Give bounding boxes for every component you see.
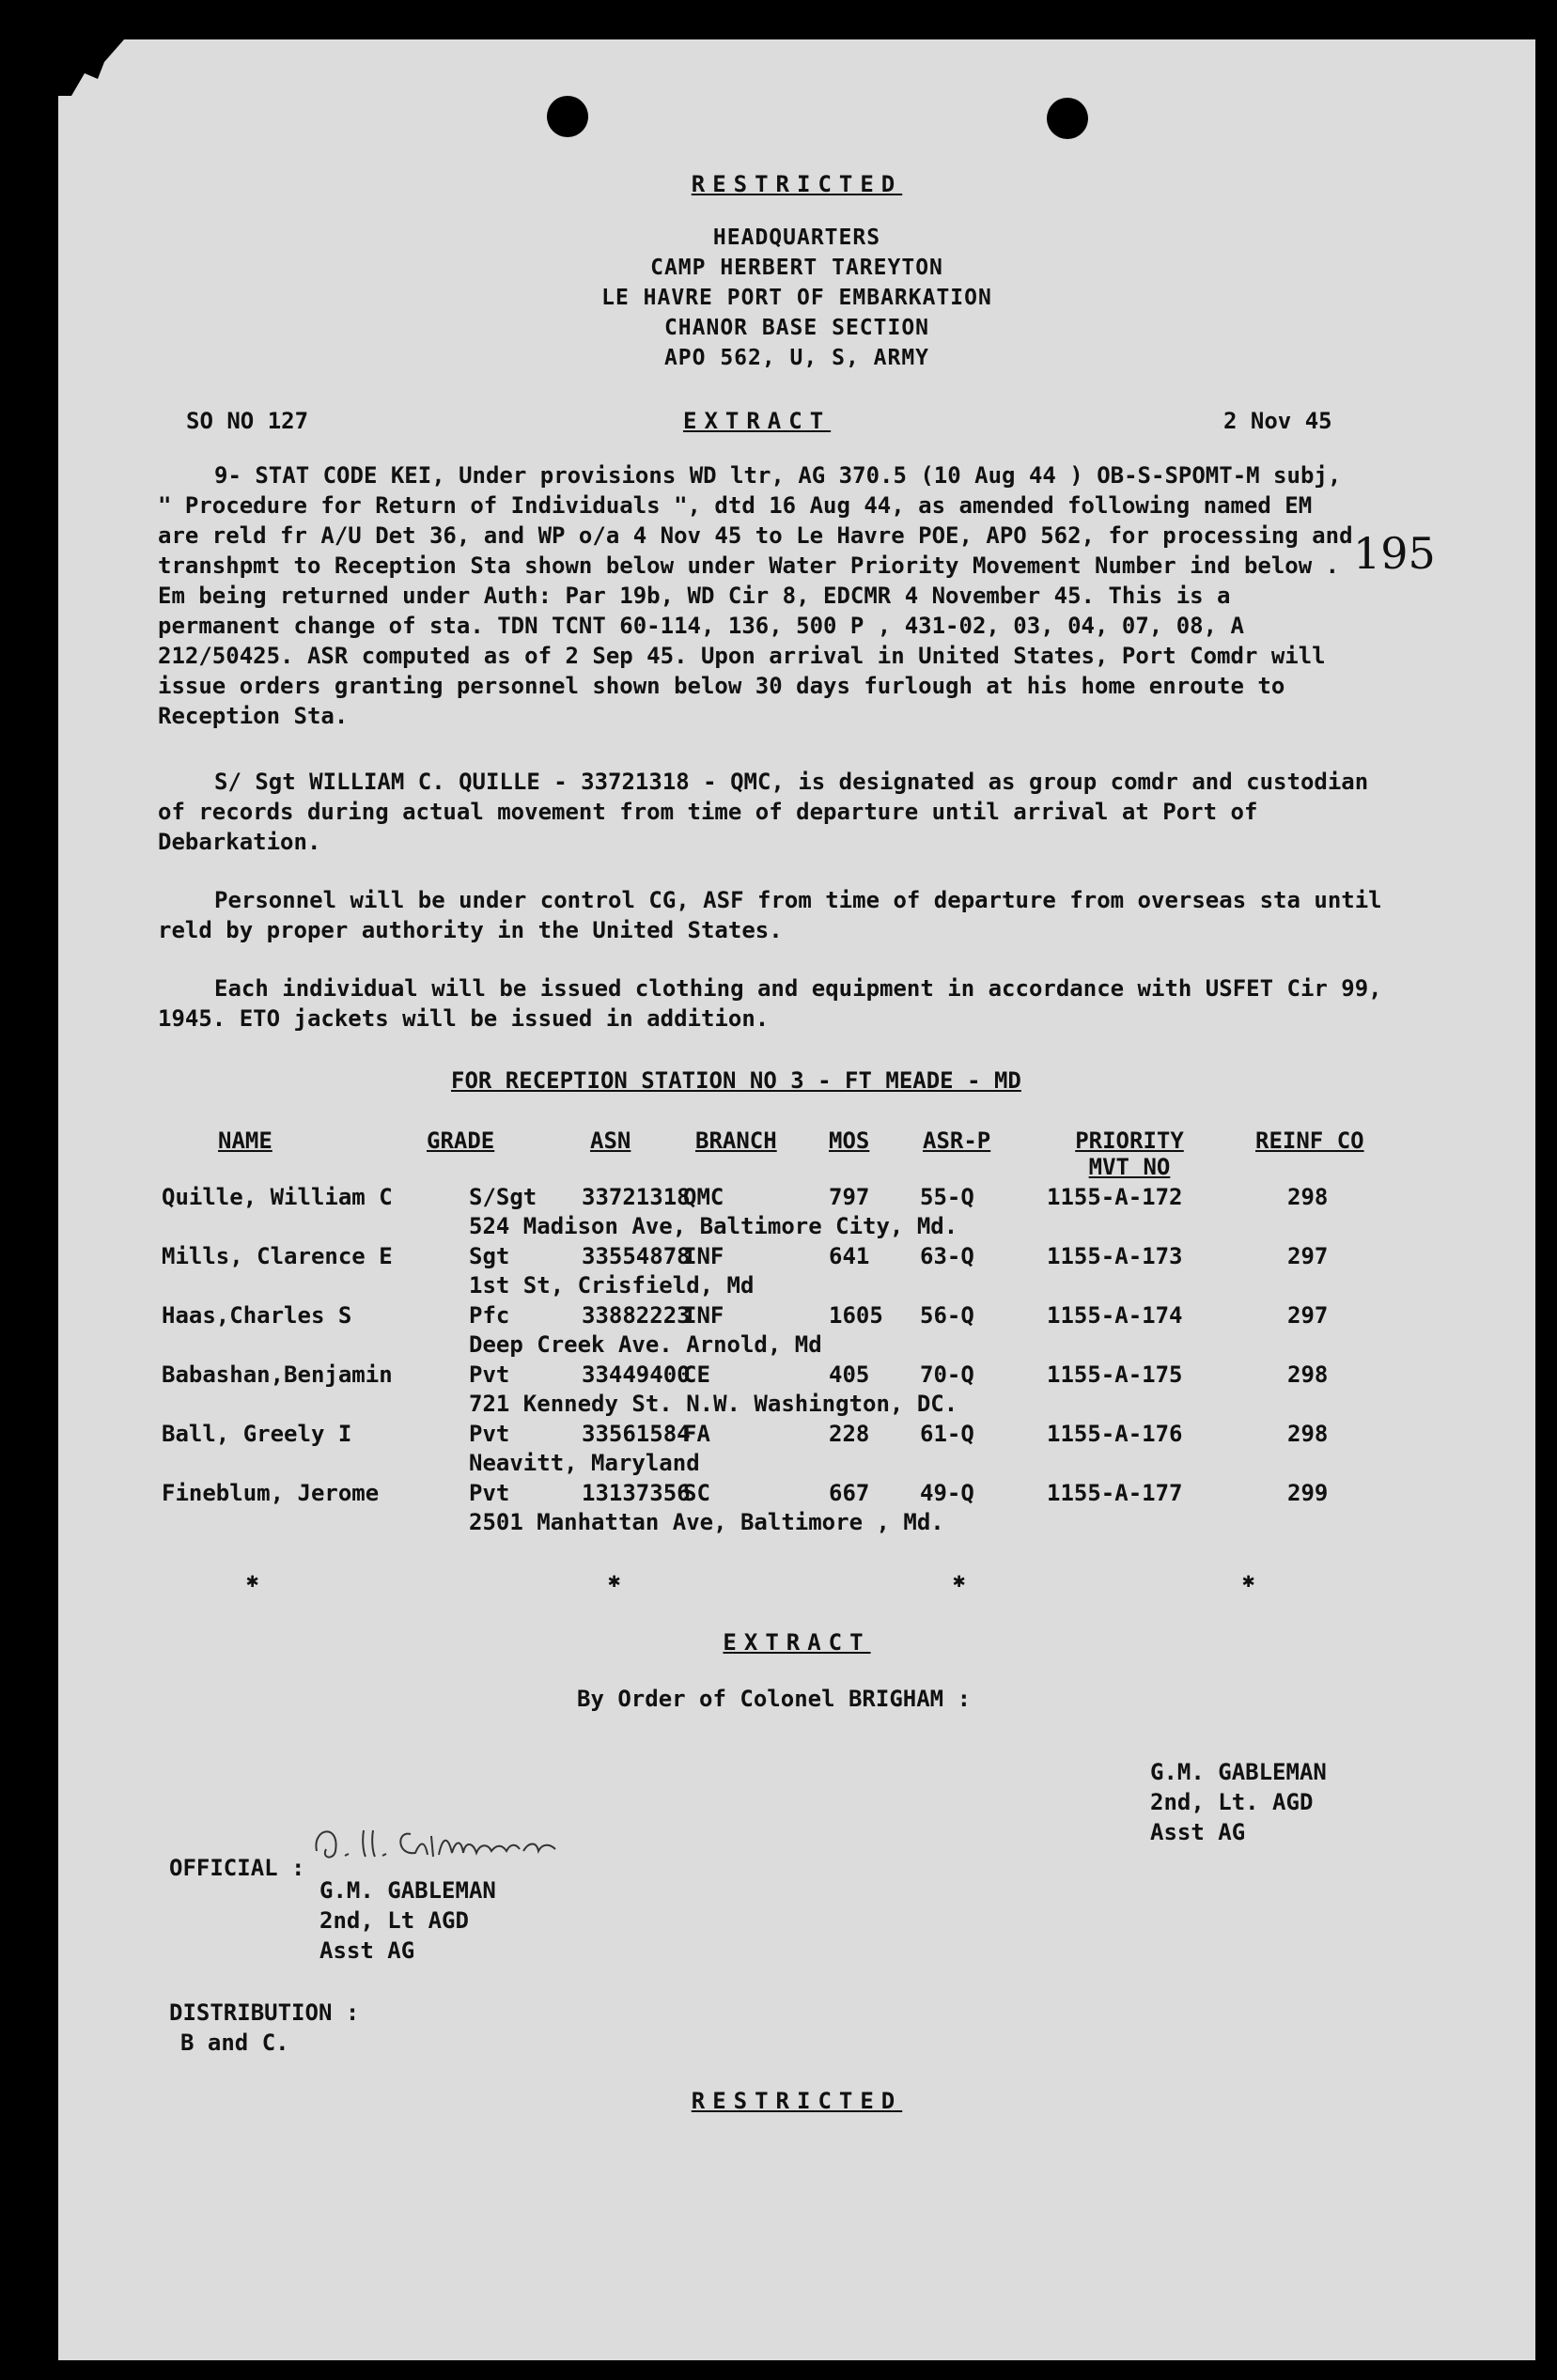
table-cell-reinf: 297 [1287,1302,1329,1329]
table-cell-mos: 405 [829,1361,870,1388]
table-cell-asr: 63-Q [920,1243,974,1269]
table-cell-address: Neavitt, Maryland [469,1450,700,1476]
by-order-line: By Order of Colonel BRIGHAM : [577,1686,972,1712]
table-cell-name: Fineblum, Jerome [162,1480,380,1506]
col-header-mos: MOS [829,1128,870,1154]
distribution-label: DISTRIBUTION : [169,1999,360,2026]
table-cell-mos: 228 [829,1421,870,1447]
table-cell-address: 721 Kennedy St. N.W. Washington, DC. [469,1391,958,1417]
punch-hole-left [547,96,588,137]
table-cell-branch: INF [683,1302,724,1329]
station-heading: FOR RECEPTION STATION NO 3 - FT MEADE - MD [451,1067,1021,1094]
paragraph-3: Personnel will be under control CG, ASF from time of departure from overseas sta until reld by proper authority in the United States. [158,887,1382,943]
restricted-top: RESTRICTED [691,171,903,197]
hq-line-2: CAMP HERBERT TAREYTON [650,256,943,280]
table-cell-mos: 1605 [829,1302,883,1329]
table-cell-asr: 55-Q [920,1184,974,1210]
table-cell-mvt: 1155-A-173 [1047,1243,1183,1269]
hq-line-4: CHANOR BASE SECTION [663,316,930,340]
table-cell-asn: 33554878 [582,1243,691,1269]
table-cell-grade: Sgt [469,1243,510,1269]
table-cell-name: Haas,Charles S [162,1302,352,1329]
official-rank: 2nd, Lt AGD [319,1907,469,1934]
signer-rank: 2nd, Lt. AGD [1150,1789,1314,1815]
handwritten-signature [307,1813,646,1870]
table-cell-address: 1st St, Crisfield, Md [469,1272,755,1299]
col-header-priority: PRIORITY MVT NO [1075,1128,1184,1180]
col-header-reinf: REINF CO [1255,1128,1364,1154]
table-cell-address: Deep Creek Ave. Arnold, Md [469,1331,822,1358]
table-cell-asr: 49-Q [920,1480,974,1506]
table-cell-asn: 33882223 [582,1302,691,1329]
paragraph-2: S/ Sgt WILLIAM C. QUILLE - 33721318 - QMC, is designated as group comdr and custodian of records during actual movement from time of departure until arrival at Port of Debarkation. [158,769,1369,855]
table-cell-branch: QMC [683,1184,724,1210]
table-cell-asn: 33721318 [582,1184,691,1210]
table-cell-mvt: 1155-A-175 [1047,1361,1183,1388]
table-cell-branch: CE [683,1361,710,1388]
extract-title: EXTRACT [683,408,832,434]
table-cell-grade: S/Sgt [469,1184,537,1210]
table-cell-asn: 33449400 [582,1361,691,1388]
order-date: 2 Nov 45 [1223,408,1332,434]
table-cell-asr: 70-Q [920,1361,974,1388]
table-cell-asr: 56-Q [920,1302,974,1329]
table-cell-reinf: 297 [1287,1243,1329,1269]
separator-star: ✱ [246,1569,259,1593]
paragraph-1: 9- STAT CODE KEI, Under provisions WD ltr, AG 370.5 (10 Aug 44 ) OB-S-SPOMT-M subj, " Procedure for Return of Individuals ", dtd 16 Aug 44, as amended following named EM are reld fr A/U Det 36, and WP o/a 4 Nov 45 to Le Havre POE, APO 562, for processing and transhpmt to Reception Sta shown below under Water Priority Movement Number ind below . Em being returned under Auth: Par 19b, WD Cir 8, EDCMR 4 November 45. This is a permanent change of sta. TDN TCNT 60-114, 136, 500 P , 431-02, 03, 04, 07, 08, A 212/50425. ASR computed as of 2 Sep 45. Upon arrival in United States, Port Comdr will issue orders granting personnel shown below 30 days furlough at his home enroute to Reception Sta. [158,462,1353,729]
table-cell-mvt: 1155-A-172 [1047,1184,1183,1210]
table-cell-branch: INF [683,1243,724,1269]
table-cell-address: 2501 Manhattan Ave, Baltimore , Md. [469,1509,944,1535]
table-cell-address: 524 Madison Ave, Baltimore City, Md. [469,1213,958,1239]
col-header-asn: ASN [590,1128,631,1154]
table-cell-mos: 797 [829,1184,870,1210]
table-cell-mos: 667 [829,1480,870,1506]
col-header-name: NAME [218,1128,272,1154]
table-cell-reinf: 298 [1287,1184,1329,1210]
hq-line-1: HEADQUARTERS [712,226,881,250]
order-number: SO NO 127 [186,408,309,434]
table-cell-name: Quille, William C [162,1184,393,1210]
table-cell-name: Babashan,Benjamin [162,1361,393,1388]
col-header-asr: ASR-P [923,1128,991,1154]
table-cell-mos: 641 [829,1243,870,1269]
separator-star: ✱ [608,1569,621,1593]
separator-star: ✱ [1242,1569,1255,1593]
table-cell-grade: Pvt [469,1480,510,1506]
table-cell-asr: 61-Q [920,1421,974,1447]
table-cell-branch: FA [683,1421,710,1447]
table-cell-reinf: 298 [1287,1361,1329,1388]
col-header-grade: GRADE [427,1128,495,1154]
document-page [58,39,1535,2360]
restricted-bottom: RESTRICTED [691,2088,903,2114]
table-cell-reinf: 298 [1287,1421,1329,1447]
hq-line-3: LE HAVRE PORT OF EMBARKATION [601,286,992,310]
table-cell-grade: Pvt [469,1421,510,1447]
table-cell-reinf: 299 [1287,1480,1329,1506]
signer-title: Asst AG [1150,1819,1246,1845]
extract-footer: EXTRACT [723,1629,871,1656]
table-cell-branch: SC [683,1480,710,1506]
table-cell-grade: Pvt [469,1361,510,1388]
table-cell-mvt: 1155-A-174 [1047,1302,1183,1329]
table-cell-asn: 13137356 [582,1480,691,1506]
official-title: Asst AG [319,1937,415,1964]
separator-star: ✱ [953,1569,966,1593]
signer-name: G.M. GABLEMAN [1150,1759,1327,1785]
official-name: G.M. GABLEMAN [319,1877,496,1904]
col-header-branch: BRANCH [695,1128,777,1154]
table-cell-mvt: 1155-A-177 [1047,1480,1183,1506]
punch-hole-right [1047,98,1088,139]
table-cell-name: Ball, Greely I [162,1421,352,1447]
table-cell-asn: 33561584 [582,1421,691,1447]
distribution-value: B and C. [180,2030,289,2056]
table-cell-grade: Pfc [469,1302,510,1329]
hq-line-5: APO 562, U, S, ARMY [663,346,930,370]
official-label: OFFICIAL : [169,1855,305,1881]
table-cell-name: Mills, Clarence E [162,1243,393,1269]
table-cell-mvt: 1155-A-176 [1047,1421,1183,1447]
paragraph-4: Each individual will be issued clothing and equipment in accordance with USFET Cir 99, 1945. ETO jackets will be issued in addition. [158,975,1382,1032]
page-number: 195 [1353,528,1436,579]
torn-corner [58,39,124,96]
